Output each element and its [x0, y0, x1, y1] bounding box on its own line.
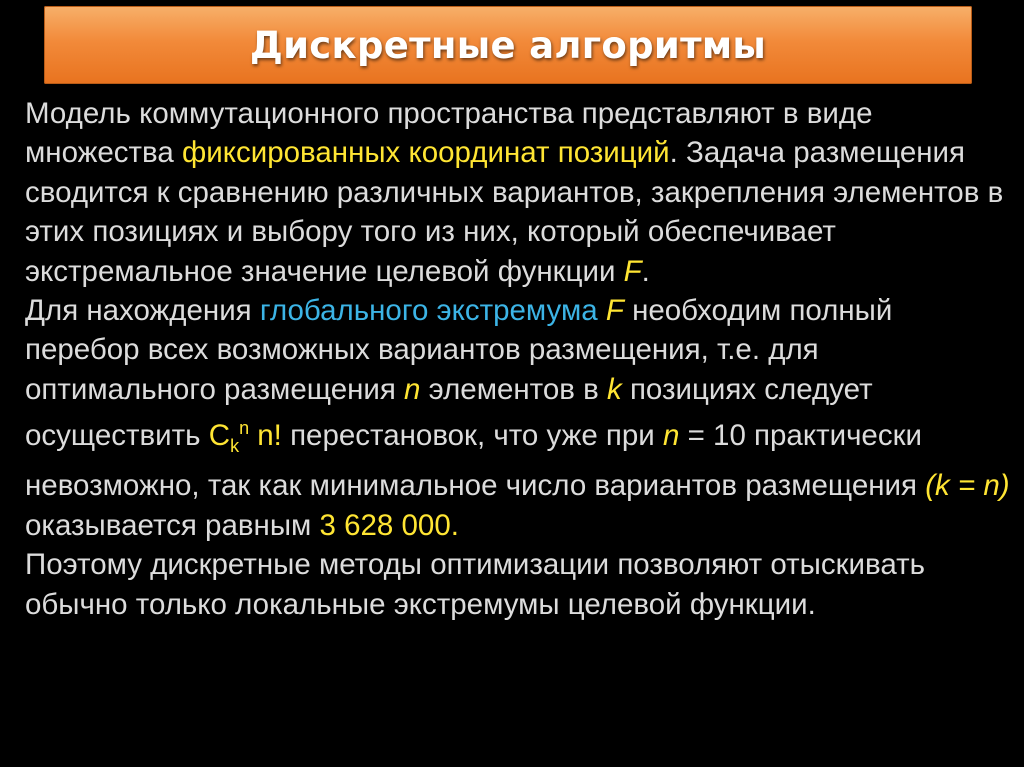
p1-function-f: F: [623, 254, 642, 288]
paragraph-conclusion: Поэтому дискретные методы оптимизации позволяют отыскивать обычно только локальные экстремумы целевой функции.: [25, 548, 925, 621]
p1-highlight-coordinates: фиксированных координат позиций: [182, 136, 670, 170]
p1-text-1: Модель коммутационного пространства представляют в виде множества: [25, 97, 873, 170]
paragraph-global-extremum: [25, 291, 1010, 545]
p2-function-f: F: [605, 294, 624, 328]
p2-formula-combination: [208, 418, 282, 456]
p1-text-3: .: [641, 254, 650, 288]
p2-var-k: k: [607, 372, 622, 406]
formula-sub-k: k: [230, 435, 240, 456]
p2-highlight-global-extremum: глобального экстремума: [259, 294, 598, 328]
formula-sup-n: n: [239, 418, 250, 439]
p2-text-1: Для нахождения: [25, 294, 260, 328]
p2-number-result: 3 628 000.: [319, 508, 459, 542]
p2-var-n-2: n: [663, 419, 680, 453]
p2-text-4: позициях следует осуществить: [25, 372, 873, 453]
formula-c: C: [208, 419, 231, 453]
p2-text-3: элементов в: [420, 372, 607, 406]
p2-text-7: оказывается равным: [25, 508, 320, 542]
title-bar: [44, 6, 972, 84]
p1-text-2: . Задача размещения сводится к сравнению различных вариантов, закрепления элементов в этих позициях и выбору того из них, который обеспечивает экстремальное значение целевой функции: [25, 136, 1004, 288]
slide-title: Дискретные алгоритмы: [249, 23, 767, 67]
slide-body: [25, 94, 1010, 624]
p2-text-2: необходим полный перебор всех возможных вариантов размещения, т.е. для оптимального размещения: [25, 294, 893, 406]
formula-factorial: n!: [249, 419, 282, 453]
p2-k-equals-n: (k = n): [925, 469, 1010, 503]
p2-text-5: перестановок, что уже при: [281, 419, 663, 453]
p2-var-n: n: [404, 372, 421, 406]
paragraph-model: [25, 94, 1010, 291]
p2-text-6: = 10 практически невозможно, так как минимальное число вариантов размещения: [25, 419, 926, 503]
